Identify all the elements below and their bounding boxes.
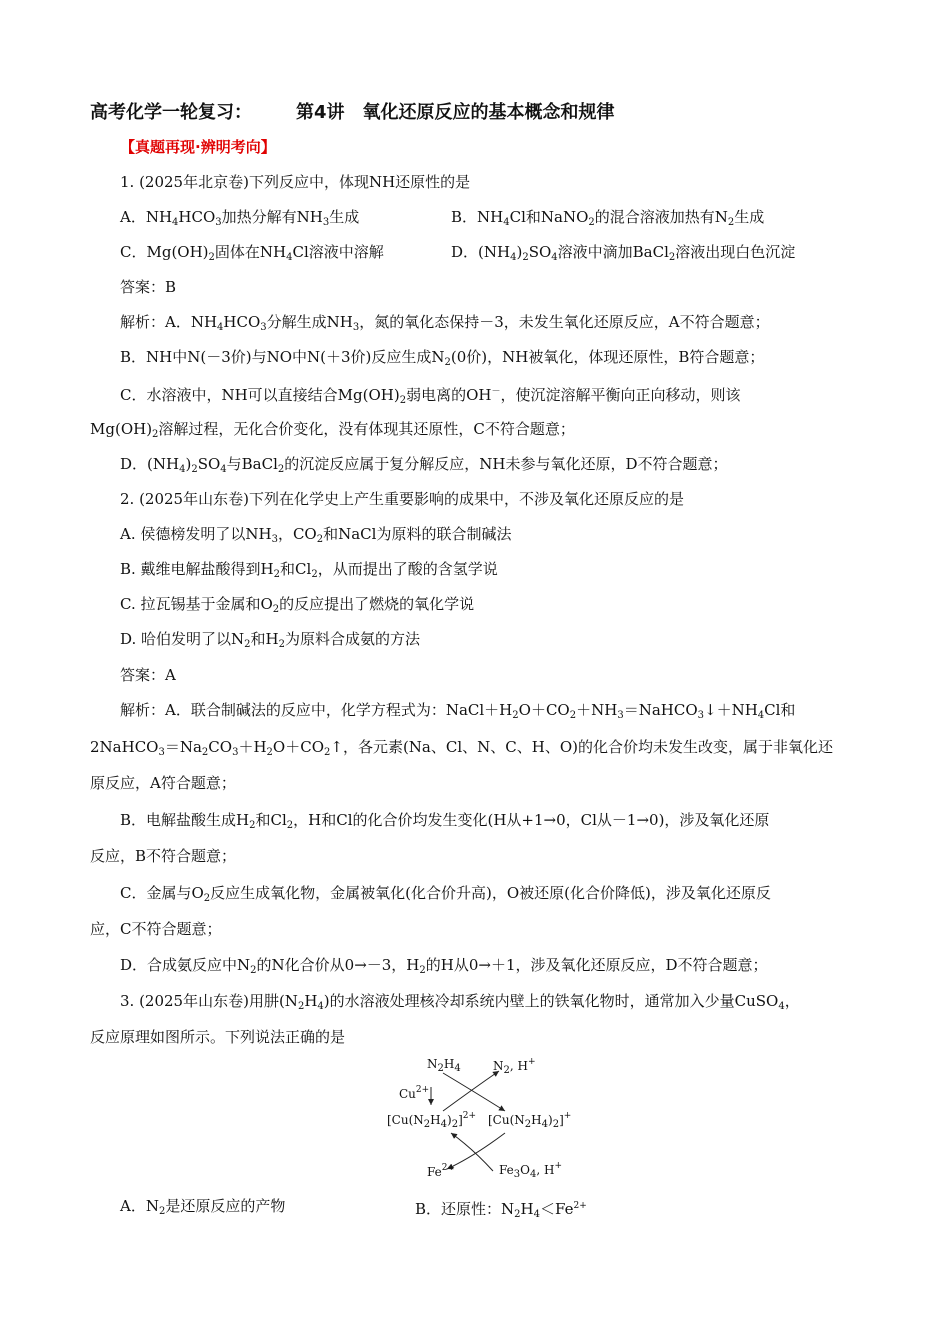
- q3-option-a: A．$N_2$是还原反应的产物: [120, 1197, 286, 1217]
- q1-analysis-c: C．水溶液中，NH可以直接结合$Mg(OH)_2$弱电离的OH－，使沉淀溶解平衡向正向移动，则该: [120, 386, 741, 406]
- q1-option-b: B．$NH_4Cl$和NaNO$_2$的混合溶液加热有$N_2$生成: [451, 208, 765, 228]
- q1-option-c: C．$Mg(OH)_2$固体在$NH_4Cl$溶液中溶解: [120, 243, 384, 263]
- top-arrow-forward: [443, 1073, 505, 1111]
- q2-analysis-a-end: 原反应，A符合题意；: [90, 774, 236, 792]
- q2-analysis-c: C．金属与$O_2$反应生成氧化物，金属被氧化(化合价升高)，O被还原(化合价降低)，涉及氧化还原反: [120, 884, 771, 904]
- q1-analysis-c-cont: $Mg(OH)_2$溶解过程，无化合价变化，没有体现其还原性，C不符合题意；: [90, 420, 575, 440]
- q2-analysis-b: B．电解盐酸生成$H_2$和$Cl_2$，H和Cl的化合价均发生变化(H从+1→0，Cl从－1→0)，涉及氧化还原: [120, 811, 770, 831]
- label-complex-2plus: $[Cu(N_2H_4)_2]^{2+}$: [387, 1111, 477, 1130]
- q1-analysis-a: 解析：A．$NH_4HCO_3$分解生成$NH_3$，氮的氧化态保持－3，未发生氧化还原反应，A不符合题意；: [120, 313, 770, 333]
- top-arrow-back: [443, 1071, 499, 1111]
- label-fe3o4-h: $Fe_3O_4$, H+: [499, 1161, 563, 1180]
- q2-analysis-d: D．合成氨反应中$N_2$的N化合价从0→－3，$H_2$的H从0→＋1，涉及氧化还原反应，D不符合题意；: [120, 956, 768, 976]
- q2-analysis-a-cont: $2NaHCO_3=Na_2CO_3+H_2O+CO_2↑$，各元素(Na、Cl、N、C、H、O)的化合价均未发生改变，属于非氧化还: [90, 738, 833, 758]
- label-complex-plus: $[Cu(N_2H_4)_2]^+$: [488, 1111, 572, 1130]
- q2-analysis-c-end: 应，C不符合题意；: [90, 920, 222, 938]
- label-n2-h: $N_2$, H+: [493, 1057, 536, 1076]
- bottom-arrow-back: [451, 1133, 493, 1171]
- q1-analysis-b: B．NH中N(－3价)与NO中N(＋3价)反应生成$N_2(0$价)，NH被氧化，体现还原性，B符合题意；: [120, 348, 765, 368]
- label-fe2: $Fe^{2+}$: [427, 1163, 456, 1179]
- q1-analysis-d: D．$(NH_4)_2SO_4$与BaCl$_2$的沉淀反应属于复分解反应，NH未参与氧化还原，D不符合题意；: [120, 455, 728, 475]
- q2-stem: 2. (2025年山东卷)下列在化学史上产生重要影响的成果中，不涉及氧化还原反应的是: [120, 490, 684, 508]
- q3-option-b: B．还原性：$N_2H_4<Fe^{2+}$: [415, 1200, 587, 1220]
- q3-stem: 3. (2025年山东卷)用肼$(N_2H_4)$的水溶液处理核冷却系统内壁上的铁氧化物时，通常加入少量CuSO$_4$，: [120, 992, 800, 1012]
- q1-stem: 1. (2025年北京卷)下列反应中，体现NH还原性的是: [120, 173, 471, 191]
- q1-answer: 答案：B: [120, 278, 177, 296]
- q2-analysis-b-end: 反应，B不符合题意；: [90, 847, 237, 865]
- label-cu2: $Cu^{2+}$: [399, 1085, 430, 1101]
- q3-stem-cont: 反应原理如图所示。下列说法正确的是: [90, 1028, 346, 1046]
- reaction-diagram: [385, 1053, 572, 1183]
- q2-option-a: A. 侯德榜发明了以$NH_3$，$CO_2$和NaCl为原料的联合制碱法: [120, 525, 512, 545]
- q2-analysis-a: 解析：A．联合制碱法的反应中，化学方程式为：$NaCl+H_2O+CO_2+NH_3=NaHCO_3↓+NH_4Cl$和: [120, 701, 796, 721]
- q1-option-a: A．$NH_4HCO_3$加热分解有$NH_3$生成: [120, 208, 360, 228]
- label-n2h4: $N_2H_4$: [427, 1057, 461, 1074]
- bottom-arrow-forward: [447, 1133, 505, 1169]
- q1-option-d: D．$(NH_4)_2SO_4$溶液中滴加BaCl$_2$溶液出现白色沉淀: [451, 243, 796, 263]
- q2-answer: 答案：A: [120, 666, 176, 684]
- page-title: 高考化学一轮复习： 第4讲 氧化还原反应的基本概念和规律: [90, 102, 615, 123]
- q2-option-c: C. 拉瓦锡基于金属和$O_2$的反应提出了燃烧的氧化学说: [120, 595, 475, 615]
- section-heading: 【真题再现·辨明考向】: [120, 138, 276, 156]
- q2-option-b: B. 戴维电解盐酸得到$H_2$和$Cl_2$，从而提出了酸的含氢学说: [120, 560, 498, 580]
- q2-option-d: D. 哈伯发明了以$N_2$和$H_2$为原料合成氨的方法: [120, 630, 421, 650]
